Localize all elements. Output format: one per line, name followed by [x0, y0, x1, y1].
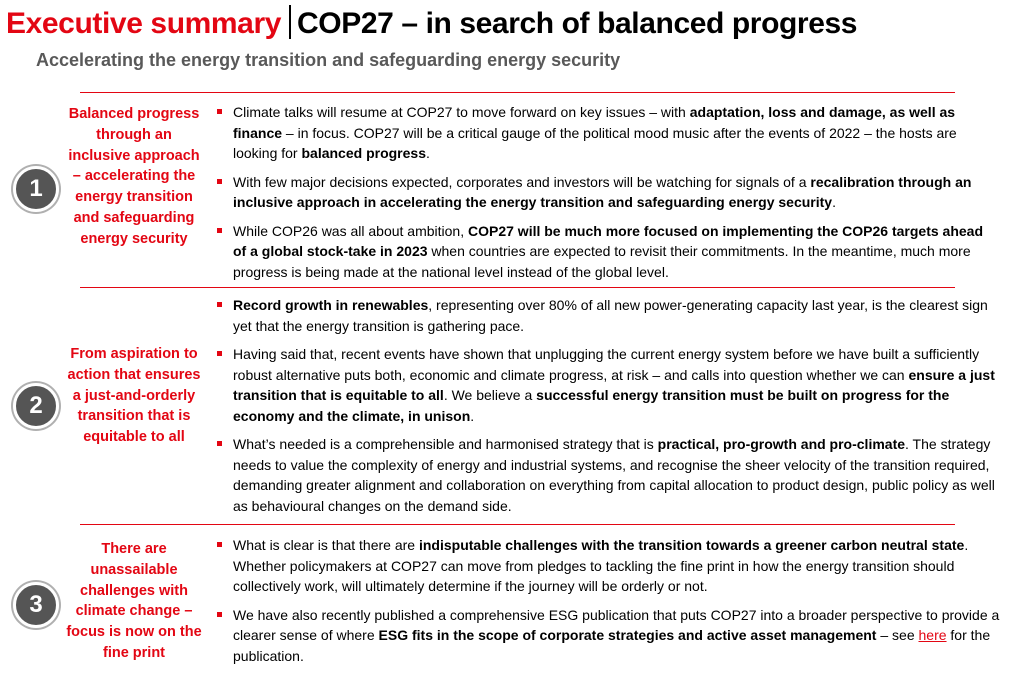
bullet-text: . Whether policymakers at COP27 can move from pledges to tackling the fine print in how the energy transition should collectively work, will ultimately determine if the journey will be orderly or not.	[233, 537, 969, 594]
section-divider-2-3	[80, 524, 955, 525]
bullet-text: .	[470, 407, 475, 424]
section-1-bullets	[216, 102, 1000, 282]
page-title	[6, 4, 857, 44]
publication-link[interactable]: here	[918, 627, 947, 643]
bullet-text: While COP26 was all about ambition,	[233, 222, 468, 239]
section-2-bullets	[216, 295, 1000, 516]
bullet-item	[216, 535, 1000, 597]
bullet-item	[216, 102, 1000, 164]
bold-text: COP27 will be much more focused on implementing the COP26 targets ahead of a global stock-take in 2023	[233, 222, 984, 259]
bullet-text: .	[832, 194, 836, 210]
bold-text: Record growth in renewables	[233, 297, 429, 313]
bullet-text: , representing over 80% of all new power-generating capacity last year, is the clearest sign yet that the energy transition is gathering pace.	[233, 297, 988, 334]
bullet-text: Climate talks will resume at COP27 to move forward on key issues – with	[233, 104, 690, 120]
bullet-text: What is clear is that there are	[233, 537, 419, 553]
section-1-label: Balanced progress through an inclusive approach – accelerating the energy transition and safeguarding energy security	[68, 106, 200, 247]
page-subtitle: Accelerating the energy transition and safeguarding energy security	[36, 50, 621, 70]
bold-text: indisputable challenges with the transition towards a greener carbon neutral state	[418, 537, 965, 553]
bold-text: balanced progress	[301, 145, 426, 161]
title-red-part: Executive summary	[6, 7, 282, 40]
bullet-item	[216, 605, 1000, 667]
section-divider-top	[80, 92, 955, 93]
section-2-label: From aspiration to action that ensures a just-and-orderly transition that is equitable to all	[67, 346, 201, 446]
section-1-number-badge: 1	[13, 166, 59, 212]
bullet-text: . The strategy needs to value the complexity of energy and industrial systems, and recognise the sheer velocity of the transition required, demanding greater alignment and collaboration on everything from capital allocation to product design, public policy as well as behavioural changes on the demand side.	[233, 436, 995, 514]
bullet-text: .	[425, 145, 430, 161]
bullet-text: – in focus. COP27 will be a critical gauge of the political mood music after the events of 2022 – the hosts are looking for	[233, 124, 957, 161]
bullet-item	[216, 172, 1000, 213]
title-separator	[289, 5, 291, 39]
section-3-bullets	[216, 535, 1000, 666]
bold-text: ESG fits in the scope of corporate strategies and active asset management	[378, 627, 877, 643]
bullet-text: – see	[876, 627, 919, 643]
section-3-number-badge: 3	[13, 582, 59, 628]
bold-text: practical, pro-growth and pro-climate	[657, 436, 906, 452]
bullet-item	[216, 221, 1000, 283]
bullet-text: What’s needed is a comprehensible and harmonised strategy that is	[233, 436, 658, 452]
bullet-text: We have also recently published a comprehensive ESG publication that puts COP27 into a broader perspective to provide a clearer sense of where	[233, 606, 1000, 643]
bullet-item	[216, 295, 1000, 336]
bullet-text: Having said that, recent events have shown that unplugging the current energy system before we have built a sufficiently robust alternative puts both, economic and climate progress, at risk – and calls into question whether we can	[233, 346, 980, 383]
bold-text: recalibration through an inclusive approach in accelerating the energy transition and safeguarding energy security	[233, 173, 972, 210]
section-3-label: There are unassailable challenges with climate change – focus is now on the fine print	[66, 541, 202, 661]
section-divider-1-2	[80, 287, 955, 288]
bullet-item	[216, 344, 1000, 426]
section-2-number-badge: 2	[13, 383, 59, 429]
bullet-text: for the publication.	[233, 627, 991, 664]
bold-text: adaptation, loss and damage, as well as finance	[233, 104, 956, 141]
title-black-part: COP27 – in search of balanced progress	[297, 7, 858, 40]
bold-text: ensure a just transition that is equitable to all	[233, 366, 995, 403]
bullet-item	[216, 434, 1000, 516]
bullet-text: . We believe a	[443, 387, 537, 403]
bullet-text: when countries are expected to revisit their commitments. In the meantime, much more progress is being made at the national level instead of the global level.	[233, 243, 971, 280]
bold-text: successful energy transition must be built on progress for the economy and the climate, in unison	[233, 387, 950, 424]
bullet-text: With few major decisions expected, corporates and investors will be watching for signals of a	[233, 173, 811, 190]
